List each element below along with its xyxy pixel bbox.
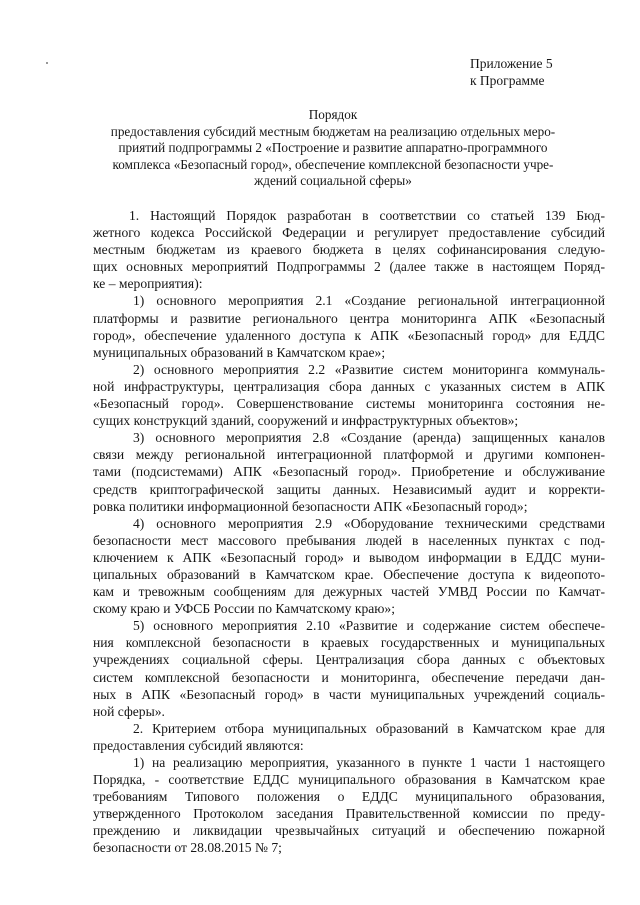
paragraph-line: преждению и ликвидации чрезвычайных ситуаций и обеспечению пожарной	[93, 823, 605, 839]
paragraph-line: связи между региональной интеграционной платформой и другими компонен-	[93, 447, 605, 463]
paragraph-line: средств криптографической защиты данных. Независимый аудит и корректи-	[93, 481, 605, 497]
paragraph-line: щих основных мероприятий Подпрограммы 2 (далее также в настоящем Поряд-	[93, 259, 605, 275]
paragraph-line: ровка политики информационной безопасности АПК «Безопасный город»;	[93, 498, 528, 514]
paragraph-line: 4) основного мероприятия 2.9 «Оборудование техническими средствами	[133, 515, 605, 531]
document-body	[93, 207, 605, 857]
paragraph-line: ключением к АПК «Безопасный город» и выводом информации в ЕДДС муни-	[93, 549, 605, 565]
paragraph-line: муниципальных образований в Камчатском крае»;	[93, 344, 386, 360]
paragraph-line: 1. Настоящий Порядок разработан в соответствии со статьей 139 Бюд-	[129, 208, 605, 223]
paragraph-line: предоставления субсидий являются:	[93, 737, 304, 753]
body-paragraph	[93, 207, 605, 292]
paragraph-line: 5) основного мероприятия 2.10 «Развитие и содержание систем обеспече-	[133, 618, 605, 634]
title-heading: Порядок	[308, 107, 358, 122]
appendix-number: Приложение 5	[470, 56, 553, 71]
body-paragraph	[93, 754, 605, 857]
body-paragraph	[93, 292, 605, 360]
title-line: ждений социальной сферы»	[254, 173, 412, 189]
body-paragraph	[93, 515, 605, 618]
paragraph-line: 1) основного мероприятия 2.1 «Создание региональной интеграционной	[133, 293, 605, 309]
paragraph-line: платформы и развитие регионального центра мониторинга АПК «Безопасный	[93, 310, 605, 326]
paragraph-line: скому краю и УФСБ России по Камчатскому краю»;	[93, 601, 396, 617]
paragraph-line: местным бюджетам из краевого бюджета в целях софинансирования следую-	[93, 242, 605, 258]
appendix-reference: к Программе	[470, 73, 545, 88]
paragraph-line: 3) основного мероприятия 2.8 «Создание (аренда) защищенных каналов	[133, 430, 605, 446]
paragraph-line: 2. Критерием отбора муниципальных образований в Камчатском крае для	[133, 720, 605, 736]
paragraph-line: Порядка, - соответствие ЕДДС муниципального образования в Камчатском крае	[93, 772, 605, 788]
appendix-header	[470, 55, 553, 89]
paragraph-line: ной инфраструктуры, централизация сбора данных с указанных систем в АПК	[93, 378, 605, 394]
title-line: приятий подпрограммы 2 «Построение и развитие аппаратно-программного	[118, 140, 548, 156]
paragraph-line: безопасности мест массового пребывания людей в населенных пунктах с под-	[93, 532, 605, 548]
paragraph-line: систем комплексной безопасности и мониторинга, обеспечение передачи дан-	[93, 669, 605, 685]
title-line: предоставления субсидий местным бюджетам на реализацию отдельных меро-	[110, 123, 556, 139]
paragraph-line: ке – мероприятия):	[93, 276, 203, 292]
body-paragraph	[93, 361, 605, 429]
body-paragraph	[93, 617, 605, 720]
paragraph-line: ния комплексной безопасности в краевых государственных и муниципальных	[93, 635, 605, 651]
document-title	[108, 107, 558, 190]
paragraph-line: город», обеспечение удаленного доступа к АПК «Безопасный город» для ЕДДС	[93, 327, 605, 343]
paragraph-line: учреждениях социальной сферы. Централизация сбора данных с объектовых	[93, 652, 605, 668]
body-paragraph	[93, 720, 605, 754]
paragraph-line: безопасности от 28.08.2015 № 7;	[93, 840, 282, 856]
paragraph-line: утвержденного Протоколом заседания Правительственной комиссии по преду-	[93, 806, 605, 822]
paragraph-line: кам и тревожным сообщениям для дежурных частей УМВД России по Камчат-	[93, 584, 605, 600]
paragraph-line: «Безопасный город». Совершенствование системы мониторинга состояния не-	[93, 396, 605, 412]
paragraph-line: требованиям Типового положения о ЕДДС муниципального образования,	[93, 789, 605, 805]
paragraph-line: ципальных образований в Камчатском крае. Обеспечение доступа к видеопото-	[93, 566, 605, 582]
paragraph-line: ных в АПК «Безопасный город» в части муниципальных учреждений социаль-	[93, 686, 605, 702]
title-line: комплекса «Безопасный город», обеспечение комплексной безопасности учре-	[112, 156, 554, 172]
paragraph-line: сущих конструкций зданий, сооружений и инфраструктурных объектов»;	[93, 413, 519, 429]
paragraph-line: жетного кодекса Российской Федерации и регулирует предоставление субсидий	[93, 225, 605, 241]
paragraph-line: 2) основного мероприятия 2.2 «Развитие систем мониторинга коммуналь-	[133, 361, 605, 377]
paragraph-line: ной сферы».	[93, 703, 165, 719]
body-paragraph	[93, 429, 605, 514]
paragraph-line: 1) на реализацию мероприятия, указанного в пункте 1 части 1 настоящего	[133, 755, 605, 770]
scan-speck	[46, 62, 48, 64]
paragraph-line: тами (подсистемами) АПК «Безопасный город». Приобретение и обслуживание	[93, 464, 605, 480]
